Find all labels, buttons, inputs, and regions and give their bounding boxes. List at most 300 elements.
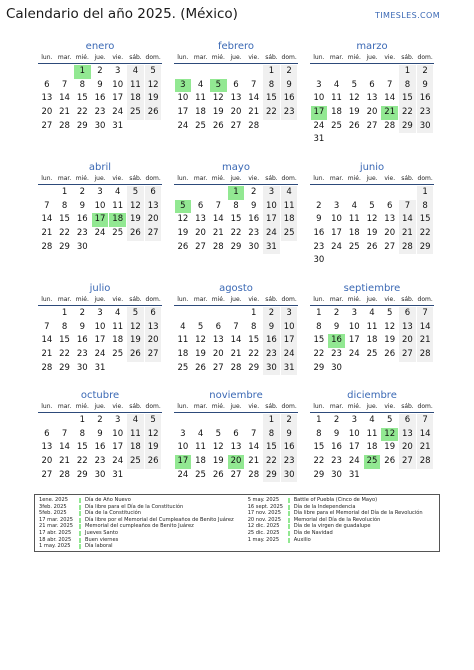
day-cell[interactable]: 28 bbox=[41, 241, 53, 252]
day-cell[interactable]: 14 bbox=[248, 442, 260, 453]
day-cell[interactable]: 14 bbox=[41, 335, 53, 346]
day-cell[interactable]: 15 bbox=[76, 442, 88, 453]
day-cell[interactable]: 25 bbox=[281, 227, 298, 241]
day-cell[interactable]: 8 bbox=[316, 428, 322, 439]
day-cell[interactable]: 11 bbox=[195, 93, 206, 104]
day-cell[interactable]: 20 bbox=[212, 349, 224, 360]
day-cell[interactable]: 13 bbox=[399, 428, 416, 442]
day-cell[interactable]: 25 bbox=[348, 241, 360, 252]
day-cell[interactable]: 10 bbox=[313, 93, 325, 104]
day-cell[interactable]: 7 bbox=[250, 79, 257, 90]
day-cell[interactable]: 16 bbox=[281, 441, 298, 455]
day-cell[interactable]: 31 bbox=[112, 120, 124, 131]
day-cell[interactable]: 16 bbox=[331, 442, 342, 453]
day-cell[interactable]: 4 bbox=[281, 186, 298, 200]
day-cell[interactable]: 28 bbox=[399, 241, 416, 255]
day-cell[interactable]: 30 bbox=[313, 255, 325, 266]
day-cell[interactable]: 11 bbox=[366, 428, 378, 439]
day-cell[interactable]: 28 bbox=[230, 362, 242, 373]
day-cell[interactable]: 1 bbox=[263, 65, 280, 79]
day-cell[interactable]: 21 bbox=[41, 228, 53, 239]
day-cell[interactable]: 23 bbox=[263, 348, 280, 362]
day-cell[interactable]: 18 bbox=[195, 456, 206, 467]
day-cell[interactable]: 24 bbox=[112, 456, 124, 467]
day-cell[interactable]: 7 bbox=[44, 200, 50, 211]
day-cell[interactable]: 4 bbox=[369, 415, 375, 425]
day-cell[interactable]: 25 bbox=[195, 469, 206, 480]
day-cell[interactable]: 18 bbox=[177, 349, 189, 360]
day-cell[interactable]: 22 bbox=[263, 455, 280, 469]
day-cell[interactable]: 4 bbox=[114, 308, 121, 318]
day-cell[interactable]: 21 bbox=[59, 456, 70, 467]
day-cell[interactable]: 28 bbox=[212, 241, 224, 252]
day-cell[interactable]: 31 bbox=[313, 134, 325, 145]
holiday-day-cell[interactable]: 17 bbox=[311, 106, 328, 120]
day-cell[interactable]: 5 bbox=[197, 321, 204, 332]
day-cell[interactable]: 27 bbox=[399, 455, 416, 469]
day-cell[interactable]: 12 bbox=[212, 442, 224, 453]
day-cell[interactable]: 25 bbox=[331, 120, 342, 131]
day-cell[interactable]: 11 bbox=[112, 321, 124, 332]
day-cell[interactable]: 24 bbox=[281, 348, 298, 362]
day-cell[interactable]: 6 bbox=[44, 428, 50, 439]
day-cell[interactable]: 30 bbox=[331, 469, 342, 480]
day-cell[interactable]: 24 bbox=[177, 120, 189, 131]
day-cell[interactable]: 13 bbox=[384, 214, 396, 225]
day-cell[interactable]: 25 bbox=[112, 228, 124, 239]
day-cell[interactable]: 12 bbox=[127, 321, 144, 335]
day-cell[interactable]: 21 bbox=[417, 334, 434, 348]
day-cell[interactable]: 13 bbox=[145, 200, 162, 214]
day-cell[interactable]: 1 bbox=[61, 308, 68, 318]
day-cell[interactable]: 9 bbox=[250, 200, 257, 211]
day-cell[interactable]: 20 bbox=[230, 107, 242, 118]
day-cell[interactable]: 12 bbox=[127, 200, 144, 214]
day-cell[interactable]: 3 bbox=[114, 415, 121, 425]
day-cell[interactable]: 7 bbox=[44, 321, 50, 332]
day-cell[interactable]: 11 bbox=[348, 214, 360, 225]
day-cell[interactable]: 15 bbox=[263, 441, 280, 455]
day-cell[interactable]: 23 bbox=[313, 241, 325, 252]
day-cell[interactable]: 10 bbox=[348, 321, 360, 332]
day-cell[interactable]: 10 bbox=[177, 93, 189, 104]
day-cell[interactable]: 14 bbox=[384, 93, 396, 104]
day-cell[interactable]: 16 bbox=[94, 442, 106, 453]
day-cell[interactable]: 13 bbox=[212, 335, 224, 346]
day-cell[interactable]: 2 bbox=[250, 187, 257, 197]
day-cell[interactable]: 22 bbox=[59, 349, 70, 360]
day-cell[interactable]: 8 bbox=[250, 321, 257, 332]
day-cell[interactable]: 17 bbox=[177, 107, 189, 118]
day-cell[interactable]: 30 bbox=[263, 362, 280, 376]
day-cell[interactable]: 23 bbox=[417, 106, 434, 120]
day-cell[interactable]: 16 bbox=[248, 214, 260, 225]
day-cell[interactable]: 8 bbox=[417, 200, 434, 214]
day-cell[interactable]: 6 bbox=[399, 414, 416, 428]
day-cell[interactable]: 2 bbox=[281, 65, 298, 79]
day-cell[interactable]: 26 bbox=[177, 241, 189, 252]
day-cell[interactable]: 30 bbox=[248, 241, 260, 252]
day-cell[interactable]: 26 bbox=[127, 348, 144, 362]
day-cell[interactable]: 30 bbox=[281, 469, 298, 483]
day-cell[interactable]: 21 bbox=[399, 227, 416, 241]
day-cell[interactable]: 16 bbox=[263, 334, 280, 348]
day-cell[interactable]: 11 bbox=[112, 200, 124, 211]
day-cell[interactable]: 24 bbox=[348, 349, 360, 360]
day-cell[interactable]: 9 bbox=[333, 428, 340, 439]
day-cell[interactable]: 23 bbox=[76, 349, 88, 360]
day-cell[interactable]: 19 bbox=[127, 213, 144, 227]
day-cell[interactable]: 7 bbox=[417, 414, 434, 428]
day-cell[interactable]: 10 bbox=[331, 214, 342, 225]
day-cell[interactable]: 6 bbox=[145, 186, 162, 200]
day-cell[interactable]: 17 bbox=[331, 228, 342, 239]
day-cell[interactable]: 7 bbox=[233, 321, 239, 332]
day-cell[interactable]: 24 bbox=[94, 349, 106, 360]
day-cell[interactable]: 12 bbox=[384, 321, 396, 332]
day-cell[interactable]: 21 bbox=[41, 349, 53, 360]
day-cell[interactable]: 15 bbox=[230, 214, 242, 225]
day-cell[interactable]: 3 bbox=[97, 187, 103, 197]
day-cell[interactable]: 11 bbox=[195, 442, 206, 453]
day-cell[interactable]: 27 bbox=[145, 348, 162, 362]
holiday-day-cell[interactable]: 5 bbox=[175, 200, 192, 214]
day-cell[interactable]: 27 bbox=[399, 348, 416, 362]
day-cell[interactable]: 22 bbox=[417, 227, 434, 241]
day-cell[interactable]: 7 bbox=[215, 200, 221, 211]
day-cell[interactable]: 26 bbox=[212, 120, 224, 131]
day-cell[interactable]: 25 bbox=[177, 362, 189, 373]
day-cell[interactable]: 3 bbox=[351, 308, 357, 318]
day-cell[interactable]: 20 bbox=[399, 334, 416, 348]
day-cell[interactable]: 28 bbox=[384, 120, 396, 131]
day-cell[interactable]: 22 bbox=[263, 106, 280, 120]
day-cell[interactable]: 2 bbox=[97, 415, 103, 425]
day-cell[interactable]: 2 bbox=[417, 65, 434, 79]
day-cell[interactable]: 21 bbox=[248, 107, 260, 118]
day-cell[interactable]: 4 bbox=[127, 65, 144, 79]
day-cell[interactable]: 13 bbox=[230, 93, 242, 104]
holiday-day-cell[interactable]: 5 bbox=[210, 79, 227, 93]
day-cell[interactable]: 17 bbox=[112, 93, 124, 104]
day-cell[interactable]: 5 bbox=[145, 65, 162, 79]
day-cell[interactable]: 25 bbox=[112, 349, 124, 360]
day-cell[interactable]: 2 bbox=[263, 307, 280, 321]
day-cell[interactable]: 1 bbox=[417, 186, 434, 200]
day-cell[interactable]: 27 bbox=[366, 120, 378, 131]
day-cell[interactable]: 22 bbox=[399, 106, 416, 120]
day-cell[interactable]: 30 bbox=[417, 120, 434, 134]
day-cell[interactable]: 15 bbox=[59, 214, 70, 225]
day-cell[interactable]: 8 bbox=[263, 428, 280, 442]
day-cell[interactable]: 28 bbox=[248, 120, 260, 131]
holiday-day-cell[interactable]: 25 bbox=[364, 455, 381, 469]
day-cell[interactable]: 26 bbox=[366, 241, 378, 252]
day-cell[interactable]: 13 bbox=[195, 214, 206, 225]
day-cell[interactable]: 18 bbox=[112, 335, 124, 346]
day-cell[interactable]: 10 bbox=[112, 428, 124, 439]
day-cell[interactable]: 10 bbox=[263, 200, 280, 214]
day-cell[interactable]: 21 bbox=[230, 349, 242, 360]
day-cell[interactable]: 6 bbox=[233, 79, 239, 90]
day-cell[interactable]: 24 bbox=[94, 228, 106, 239]
day-cell[interactable]: 18 bbox=[348, 228, 360, 239]
day-cell[interactable]: 16 bbox=[281, 92, 298, 106]
day-cell[interactable]: 23 bbox=[248, 228, 260, 239]
day-cell[interactable]: 18 bbox=[281, 213, 298, 227]
day-cell[interactable]: 23 bbox=[94, 456, 106, 467]
day-cell[interactable]: 18 bbox=[127, 441, 144, 455]
day-cell[interactable]: 29 bbox=[76, 469, 88, 480]
day-cell[interactable]: 18 bbox=[366, 442, 378, 453]
day-cell[interactable]: 11 bbox=[281, 200, 298, 214]
day-cell[interactable]: 30 bbox=[94, 469, 106, 480]
day-cell[interactable]: 25 bbox=[127, 106, 144, 120]
day-cell[interactable]: 14 bbox=[417, 321, 434, 335]
holiday-day-cell[interactable]: 20 bbox=[228, 455, 245, 469]
day-cell[interactable]: 9 bbox=[281, 428, 298, 442]
day-cell[interactable]: 11 bbox=[331, 93, 342, 104]
day-cell[interactable]: 28 bbox=[59, 469, 70, 480]
day-cell[interactable]: 22 bbox=[230, 228, 242, 239]
day-cell[interactable]: 6 bbox=[386, 200, 393, 211]
day-cell[interactable]: 1 bbox=[61, 187, 68, 197]
day-cell[interactable]: 2 bbox=[79, 308, 85, 318]
day-cell[interactable]: 26 bbox=[384, 349, 396, 360]
day-cell[interactable]: 14 bbox=[417, 428, 434, 442]
day-cell[interactable]: 19 bbox=[127, 334, 144, 348]
day-cell[interactable]: 7 bbox=[250, 428, 257, 439]
day-cell[interactable]: 27 bbox=[145, 227, 162, 241]
day-cell[interactable]: 3 bbox=[333, 200, 340, 211]
day-cell[interactable]: 1 bbox=[316, 415, 322, 425]
day-cell[interactable]: 20 bbox=[41, 456, 53, 467]
day-cell[interactable]: 15 bbox=[399, 92, 416, 106]
day-cell[interactable]: 16 bbox=[76, 335, 88, 346]
day-cell[interactable]: 1 bbox=[263, 414, 280, 428]
day-cell[interactable]: 13 bbox=[145, 321, 162, 335]
day-cell[interactable]: 13 bbox=[41, 442, 53, 453]
day-cell[interactable]: 31 bbox=[112, 469, 124, 480]
day-cell[interactable]: 4 bbox=[180, 321, 186, 332]
day-cell[interactable]: 9 bbox=[316, 214, 322, 225]
day-cell[interactable]: 22 bbox=[313, 456, 325, 467]
day-cell[interactable]: 9 bbox=[97, 79, 103, 90]
day-cell[interactable]: 29 bbox=[313, 469, 325, 480]
day-cell[interactable]: 29 bbox=[59, 362, 70, 373]
day-cell[interactable]: 31 bbox=[281, 362, 298, 376]
day-cell[interactable]: 17 bbox=[263, 213, 280, 227]
day-cell[interactable]: 12 bbox=[212, 93, 224, 104]
day-cell[interactable]: 12 bbox=[177, 214, 189, 225]
holiday-day-cell[interactable]: 17 bbox=[175, 455, 192, 469]
day-cell[interactable]: 14 bbox=[59, 93, 70, 104]
day-cell[interactable]: 2 bbox=[333, 308, 340, 318]
day-cell[interactable]: 27 bbox=[230, 120, 242, 131]
day-cell[interactable]: 1 bbox=[399, 65, 416, 79]
day-cell[interactable]: 8 bbox=[61, 321, 68, 332]
day-cell[interactable]: 26 bbox=[384, 456, 396, 467]
day-cell[interactable]: 23 bbox=[331, 456, 342, 467]
day-cell[interactable]: 9 bbox=[79, 321, 85, 332]
day-cell[interactable]: 19 bbox=[384, 442, 396, 453]
day-cell[interactable]: 26 bbox=[145, 106, 162, 120]
day-cell[interactable]: 9 bbox=[333, 321, 340, 332]
day-cell[interactable]: 23 bbox=[331, 349, 342, 360]
day-cell[interactable]: 3 bbox=[351, 415, 357, 425]
day-cell[interactable]: 31 bbox=[348, 469, 360, 480]
day-cell[interactable]: 12 bbox=[145, 79, 162, 93]
day-cell[interactable]: 8 bbox=[263, 79, 280, 93]
day-cell[interactable]: 24 bbox=[177, 469, 189, 480]
day-cell[interactable]: 16 bbox=[313, 228, 325, 239]
holiday-day-cell[interactable]: 17 bbox=[92, 213, 109, 227]
day-cell[interactable]: 22 bbox=[248, 349, 260, 360]
day-cell[interactable]: 14 bbox=[59, 442, 70, 453]
day-cell[interactable]: 20 bbox=[399, 441, 416, 455]
day-cell[interactable]: 20 bbox=[195, 228, 206, 239]
day-cell[interactable]: 19 bbox=[212, 107, 224, 118]
day-cell[interactable]: 30 bbox=[76, 241, 88, 252]
day-cell[interactable]: 29 bbox=[230, 241, 242, 252]
day-cell[interactable]: 28 bbox=[417, 455, 434, 469]
day-cell[interactable]: 30 bbox=[331, 362, 342, 373]
day-cell[interactable]: 6 bbox=[145, 307, 162, 321]
day-cell[interactable]: 29 bbox=[59, 241, 70, 252]
day-cell[interactable]: 23 bbox=[281, 106, 298, 120]
day-cell[interactable]: 20 bbox=[384, 228, 396, 239]
day-cell[interactable]: 10 bbox=[348, 428, 360, 439]
day-cell[interactable]: 1 bbox=[316, 308, 322, 318]
day-cell[interactable]: 12 bbox=[366, 214, 378, 225]
holiday-day-cell[interactable]: 18 bbox=[109, 213, 126, 227]
day-cell[interactable]: 21 bbox=[417, 441, 434, 455]
day-cell[interactable]: 3 bbox=[180, 428, 186, 439]
day-cell[interactable]: 11 bbox=[177, 335, 189, 346]
day-cell[interactable]: 9 bbox=[97, 428, 103, 439]
day-cell[interactable]: 15 bbox=[313, 442, 325, 453]
day-cell[interactable]: 27 bbox=[41, 120, 53, 131]
day-cell[interactable]: 19 bbox=[348, 107, 360, 118]
day-cell[interactable]: 14 bbox=[399, 213, 416, 227]
holiday-day-cell[interactable]: 1 bbox=[228, 186, 245, 200]
day-cell[interactable]: 18 bbox=[127, 92, 144, 106]
day-cell[interactable]: 8 bbox=[399, 79, 416, 93]
day-cell[interactable]: 19 bbox=[212, 456, 224, 467]
day-cell[interactable]: 10 bbox=[94, 200, 106, 211]
day-cell[interactable]: 19 bbox=[384, 335, 396, 346]
day-cell[interactable]: 16 bbox=[76, 214, 88, 225]
day-cell[interactable]: 17 bbox=[348, 442, 360, 453]
day-cell[interactable]: 24 bbox=[313, 120, 325, 131]
day-cell[interactable]: 4 bbox=[197, 79, 204, 90]
day-cell[interactable]: 8 bbox=[61, 200, 68, 211]
day-cell[interactable]: 17 bbox=[348, 335, 360, 346]
day-cell[interactable]: 28 bbox=[59, 120, 70, 131]
day-cell[interactable]: 5 bbox=[386, 415, 393, 425]
day-cell[interactable]: 2 bbox=[97, 66, 103, 76]
day-cell[interactable]: 4 bbox=[114, 187, 121, 197]
day-cell[interactable]: 2 bbox=[79, 187, 85, 197]
day-cell[interactable]: 4 bbox=[369, 308, 375, 318]
day-cell[interactable]: 16 bbox=[417, 92, 434, 106]
day-cell[interactable]: 29 bbox=[263, 469, 280, 483]
day-cell[interactable]: 12 bbox=[195, 335, 206, 346]
day-cell[interactable]: 19 bbox=[366, 228, 378, 239]
day-cell[interactable]: 11 bbox=[127, 428, 144, 442]
day-cell[interactable]: 24 bbox=[263, 227, 280, 241]
day-cell[interactable]: 5 bbox=[369, 200, 375, 211]
day-cell[interactable]: 27 bbox=[195, 241, 206, 252]
day-cell[interactable]: 19 bbox=[195, 349, 206, 360]
day-cell[interactable]: 31 bbox=[94, 362, 106, 373]
day-cell[interactable]: 25 bbox=[127, 455, 144, 469]
day-cell[interactable]: 29 bbox=[76, 120, 88, 131]
day-cell[interactable]: 27 bbox=[41, 469, 53, 480]
day-cell[interactable]: 30 bbox=[76, 362, 88, 373]
day-cell[interactable]: 25 bbox=[195, 120, 206, 131]
day-cell[interactable]: 13 bbox=[41, 93, 53, 104]
day-cell[interactable]: 13 bbox=[399, 321, 416, 335]
day-cell[interactable]: 12 bbox=[348, 93, 360, 104]
day-cell[interactable]: 10 bbox=[112, 79, 124, 90]
day-cell[interactable]: 15 bbox=[59, 335, 70, 346]
day-cell[interactable]: 20 bbox=[145, 213, 162, 227]
day-cell[interactable]: 26 bbox=[212, 469, 224, 480]
day-cell[interactable]: 5 bbox=[127, 307, 144, 321]
day-cell[interactable]: 7 bbox=[417, 307, 434, 321]
day-cell[interactable]: 6 bbox=[215, 321, 221, 332]
day-cell[interactable]: 3 bbox=[114, 66, 121, 76]
day-cell[interactable]: 13 bbox=[230, 442, 242, 453]
day-cell[interactable]: 13 bbox=[366, 93, 378, 104]
day-cell[interactable]: 4 bbox=[127, 414, 144, 428]
day-cell[interactable]: 29 bbox=[417, 241, 434, 255]
day-cell[interactable]: 8 bbox=[316, 321, 322, 332]
holiday-day-cell[interactable]: 12 bbox=[381, 428, 398, 442]
day-cell[interactable]: 22 bbox=[59, 228, 70, 239]
day-cell[interactable]: 17 bbox=[112, 442, 124, 453]
day-cell[interactable]: 18 bbox=[195, 107, 206, 118]
day-cell[interactable]: 28 bbox=[248, 469, 260, 480]
brand-link[interactable]: TIMESLES.COM bbox=[375, 11, 440, 20]
day-cell[interactable]: 11 bbox=[366, 321, 378, 332]
day-cell[interactable]: 6 bbox=[369, 79, 375, 90]
day-cell[interactable]: 3 bbox=[316, 79, 322, 90]
day-cell[interactable]: 14 bbox=[41, 214, 53, 225]
day-cell[interactable]: 7 bbox=[61, 428, 68, 439]
holiday-day-cell[interactable]: 1 bbox=[74, 65, 91, 79]
day-cell[interactable]: 8 bbox=[79, 79, 85, 90]
day-cell[interactable]: 7 bbox=[386, 79, 393, 90]
day-cell[interactable]: 4 bbox=[333, 79, 340, 90]
day-cell[interactable]: 22 bbox=[76, 456, 88, 467]
day-cell[interactable]: 4 bbox=[351, 200, 357, 211]
day-cell[interactable]: 2 bbox=[333, 415, 340, 425]
day-cell[interactable]: 23 bbox=[94, 107, 106, 118]
day-cell[interactable]: 14 bbox=[248, 93, 260, 104]
day-cell[interactable]: 20 bbox=[366, 107, 378, 118]
day-cell[interactable]: 27 bbox=[384, 241, 396, 252]
day-cell[interactable]: 29 bbox=[399, 120, 416, 134]
day-cell[interactable]: 9 bbox=[79, 200, 85, 211]
day-cell[interactable]: 30 bbox=[94, 120, 106, 131]
day-cell[interactable]: 6 bbox=[197, 200, 204, 211]
day-cell[interactable]: 26 bbox=[348, 120, 360, 131]
day-cell[interactable]: 3 bbox=[97, 308, 103, 318]
day-cell[interactable]: 14 bbox=[230, 335, 242, 346]
day-cell[interactable]: 20 bbox=[145, 334, 162, 348]
